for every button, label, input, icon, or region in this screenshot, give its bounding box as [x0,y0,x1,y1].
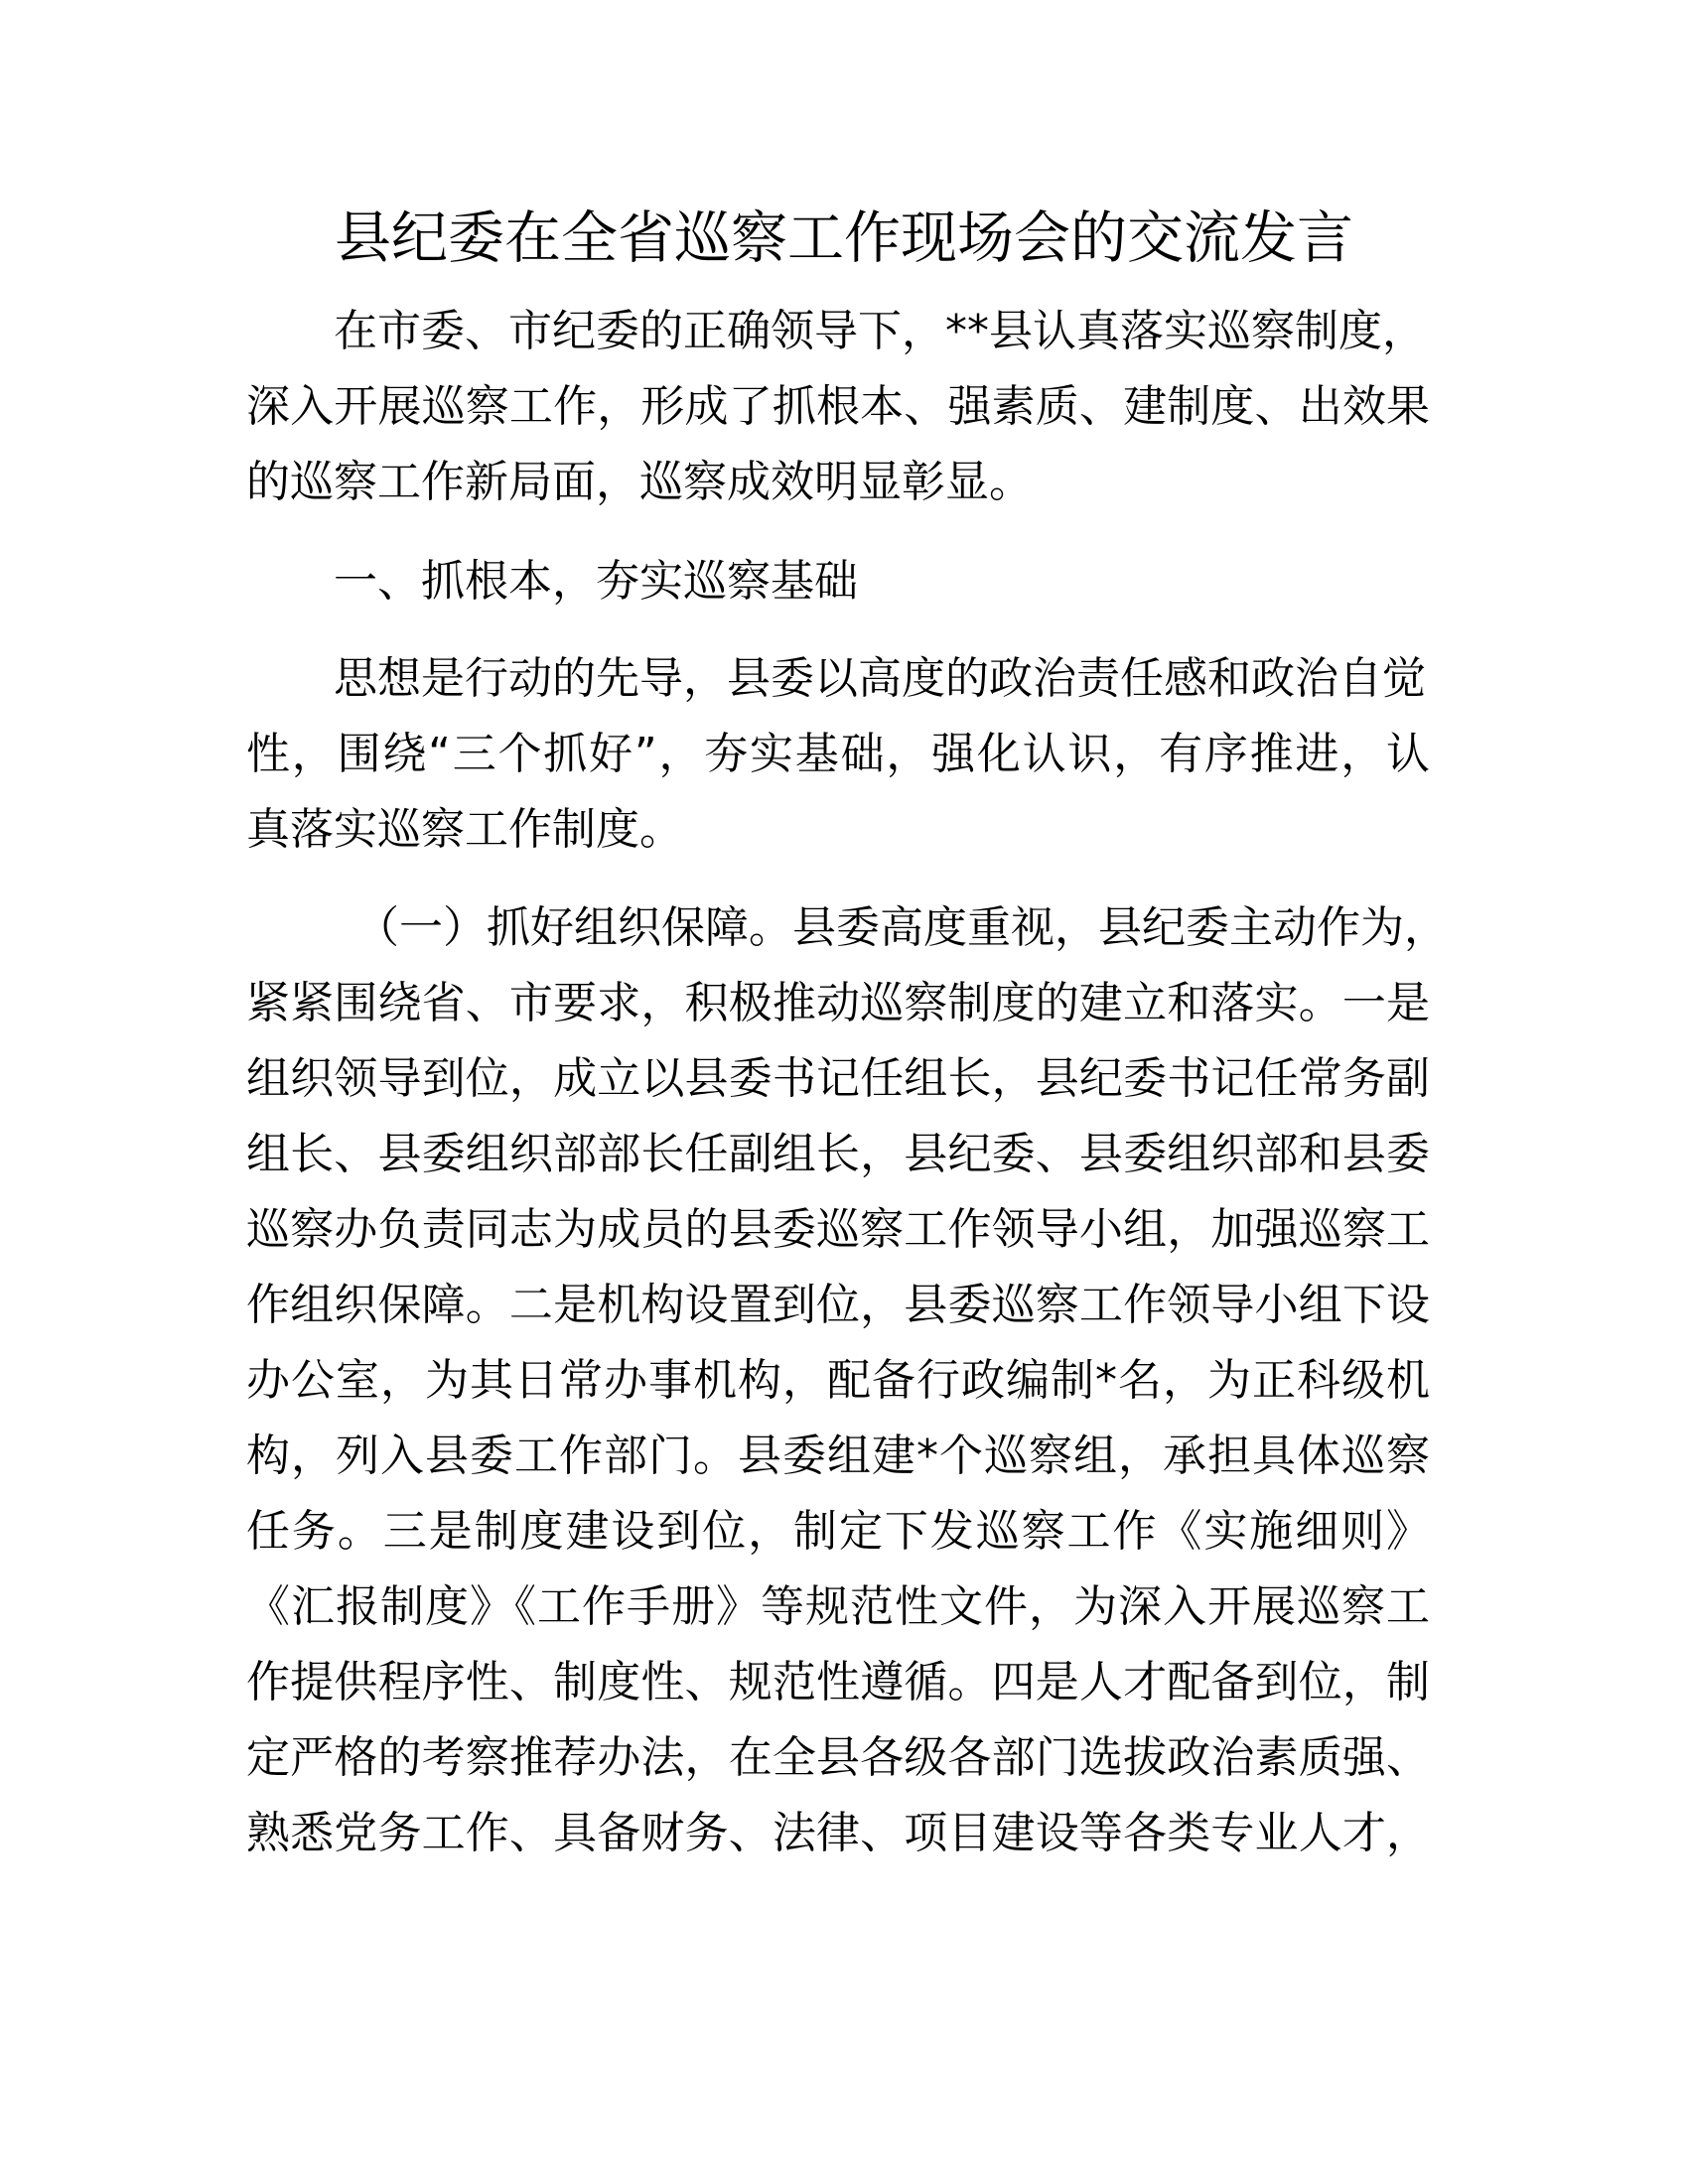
document-title: 县纪委在全省巡察工作现场会的交流发言 [335,205,1353,271]
paragraph-line-2: 深入开展巡察工作，形成了抓根本、强素质、建制度、出效果 [246,381,1430,432]
subsection-line-2: 紧紧围绕省、市要求，积极推动巡察制度的建立和落实。一是 [246,978,1430,1028]
subsection-line-7: 办公室，为其日常办事机构，配备行政编制*名，为正科级机 [246,1355,1430,1406]
section-heading-1: 一、抓根本，夯实巡察基础 [334,556,858,607]
paragraph-line-5: 思想是行动的先导，县委以高度的政治责任感和政治自觉 [334,653,1426,704]
subsection-line-4: 组长、县委组织部部长任副组长，县纪委、县委组织部和县委 [246,1129,1430,1179]
subsection-line-6: 作组织保障。二是机构设置到位，县委巡察工作领导小组下设 [246,1280,1430,1330]
paragraph-line-7: 真落实巡察工作制度。 [246,804,683,855]
subsection-line-13: 熟悉党务工作、具备财务、法律、项目建设等各类专业人才， [246,1808,1430,1858]
paragraph-line-3: 的巡察工作新局面，巡察成效明显彰显。 [246,457,1033,507]
paragraph-line-1: 在市委、市纪委的正确领导下，**县认真落实巡察制度， [334,306,1426,356]
subsection-line-8: 构，列入县委工作部门。县委组建*个巡察组，承担具体巡察 [246,1431,1430,1481]
subsection-line-1: （一）抓好组织保障。县委高度重视，县纪委主动作为， [355,902,1448,953]
subsection-line-5: 巡察办负责同志为成员的县委巡察工作领导小组，加强巡察工 [246,1204,1430,1255]
subsection-line-11: 作提供程序性、制度性、规范性遵循。四是人才配备到位，制 [246,1657,1430,1707]
subsection-line-9: 任务。三是制度建设到位，制定下发巡察工作《实施细则》 [246,1506,1430,1557]
subsection-line-10: 《汇报制度》《工作手册》等规范性文件，为深入开展巡察工 [246,1581,1430,1632]
subsection-line-3: 组织领导到位，成立以县委书记任组长，县纪委书记任常务副 [246,1053,1430,1104]
paragraph-line-6: 性，围绕“三个抓好”，夯实基础，强化认识，有序推进，认 [246,729,1430,779]
subsection-line-12: 定严格的考察推荐办法，在全县各级各部门选拔政治素质强、 [246,1732,1430,1783]
